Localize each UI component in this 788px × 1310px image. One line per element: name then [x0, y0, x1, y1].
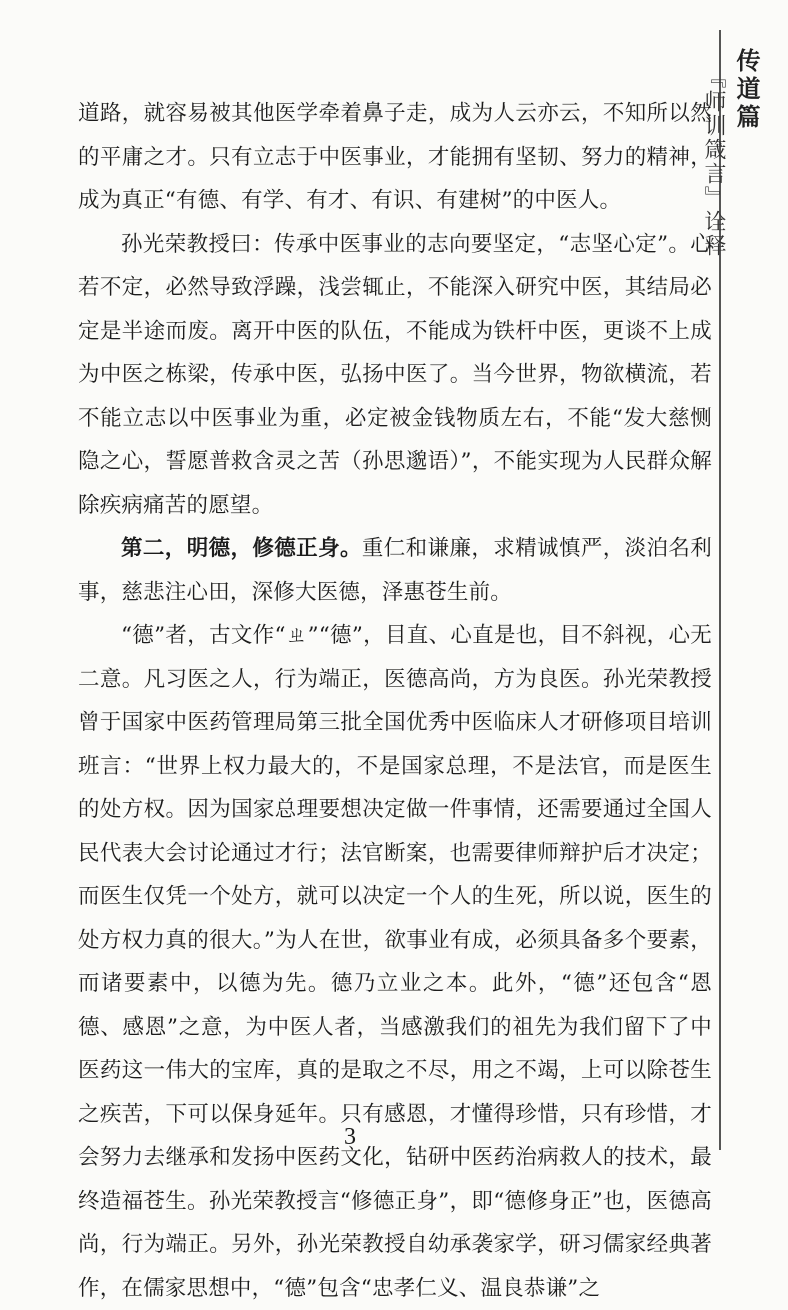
book-title: 『师训箴言』诠释 [701, 66, 726, 258]
paragraph [78, 92, 712, 223]
paragraph [78, 223, 712, 528]
paragraph-text: “德”者，古文作“ㄓ”“德”，目直、心直是也，目不斜视，心无二意。凡习医之人，行为端正，医德高尚，方为良医。孙光荣教授曾于国家中医药管理局第三批全国优秀中医临床人才研修项目培训班言：“世界上权力最大的，不是国家总理，不是法官，而是医生的处方权。因为国家总理要想决定做一件事情，还需要通过全国人民代表大会讨论通过才行；法官断案，也需要律师辩护后才决定；而医生仅凭一个处方，就可以决定一个人的生死，所以说，医生的处方权力真的很大。”为人在世，欲事业有成，必须具备多个要素，而诸要素中，以德为先。德乃立业之本。此外，“德”还包含“恩德、感恩”之意，为中医人者，当感激我们的祖先为我们留下了中医药这一伟大的宝库，真的是取之不尽，用之不竭，上可以除苍生之疾苦，下可以保身延年。只有感恩，才懂得珍惜，只有珍惜，才会努力去继承和发扬中医药文化，钻研中医药治病救人的技术，最终造福苍生。孙光荣教授言“修德正身”，即“德修身正”也，医德高尚，行为端正。另外，孙光荣教授自幼承袭家学，研习儒家经典著作，在儒家思想中，“德”包含“忠孝仁义、温良恭谦”之 [78, 623, 712, 1301]
paragraph-text: 重仁和谦廉，求精诚慎严，淡泊名利事，慈悲注心田，深修大医德，泽惠苍生前。 [78, 536, 712, 605]
paragraph [78, 527, 712, 614]
paragraph-text: 孙光荣教授曰：传承中医事业的志向要坚定，“志坚心定”。心若不定，必然导致浮躁，浅尝辄止，不能深入研究中医，其结局必定是半途而废。离开中医的队伍，不能成为铁杆中医，更谈不上成为中医之栋梁，传承中医，弘扬中医了。当今世界，物欲横流，若不能立志以中医事业为重，必定被金钱物质左右，不能“发大慈恻隐之心，誓愿普救含灵之苦（孙思邈语）”，不能实现为人民群众解除疾病痛苦的愿望。 [78, 231, 712, 518]
part-title: 传道篇 [732, 48, 760, 132]
paragraph [78, 614, 712, 1310]
paragraph-text: 道路，就容易被其他医学牵着鼻子走，成为人云亦云，不知所以然的平庸之才。只有立志于中医事业，才能拥有坚韧、努力的精神，成为真正“有德、有学、有才、有识、有建树”的中医人。 [78, 101, 712, 213]
page-number: 3 [344, 1124, 356, 1150]
section-lead: 第二，明德，修德正身。 [121, 536, 362, 561]
running-header [701, 48, 764, 258]
